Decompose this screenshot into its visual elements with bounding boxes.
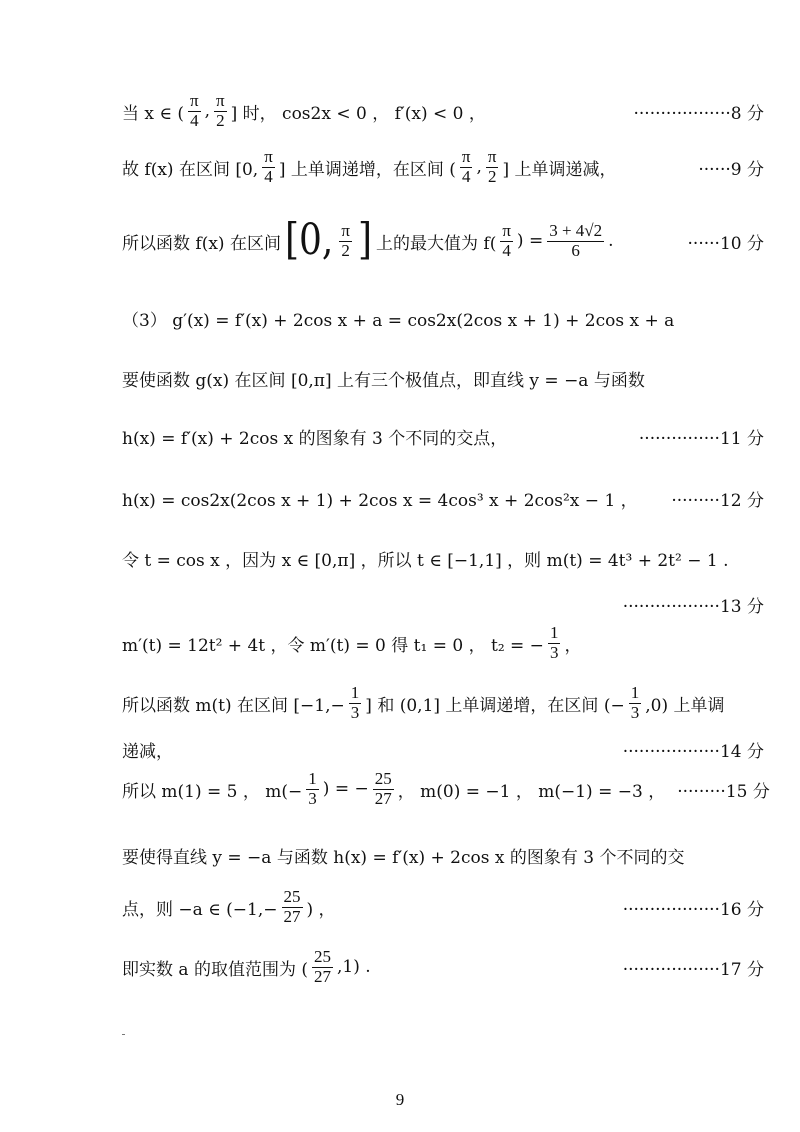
text-segment: 即实数 a 的取值范围为 ( (122, 959, 308, 980)
text-segment: 要使得直线 y = −a 与函数 h(x) = f′(x) + 2cos x 的图象有 3 个不同的交 (122, 848, 685, 868)
text-segment: 点，则 −a ∈ (−1,− (122, 899, 278, 920)
fraction: $\frac{\pi}{2}$ (341, 221, 350, 260)
line-8 (122, 92, 764, 130)
text-segment: ] 上单调递增，在区间 ( (278, 159, 456, 180)
stray-mark (122, 1034, 125, 1035)
fraction: $\frac{1}{3}$ (308, 769, 317, 808)
text-segment: ) ， (306, 899, 336, 920)
text-segment: 递减， (122, 742, 173, 762)
fraction: $\frac{1}{3}$ (630, 683, 640, 722)
score-label: ··················13 分 (622, 597, 764, 617)
text-segment: ) = (516, 231, 544, 252)
text-segment: ] 时， cos2x < 0 ， f′(x) < 0 ， (230, 103, 486, 124)
text-segment: m′(t) = 12t² + 4t ，令 m′(t) = 0 得 t₁ = 0 ， t₂ = − (122, 635, 544, 656)
score-label: ·········12 分 (671, 491, 764, 511)
fraction: $\frac{25}{27}$ (313, 947, 331, 986)
fraction: $\frac{\pi}{2}$ (487, 147, 497, 186)
line-16 (122, 888, 764, 926)
score-label: ··················8 分 (633, 103, 764, 124)
line-derivative-m (122, 624, 764, 662)
score-label: ··················16 分 (622, 899, 764, 920)
text-segment: h(x) = cos2x(2cos x + 1) + 2cos x = 4cos³ x + 2cos²x − 1 ， (122, 491, 638, 511)
line-substitution (122, 546, 764, 571)
score-label: ··················17 分 (622, 959, 764, 980)
line-13 (122, 592, 764, 617)
score-label: ·········15 分 (677, 781, 770, 802)
text-segment: 故 f(x) 在区间 [0, (122, 159, 259, 180)
fraction: $\frac{3 + 4√2}{6}$ (549, 221, 603, 260)
text-segment: ] 上单调递减， (502, 159, 617, 180)
text-segment: 当 x ∈ ( (122, 103, 185, 124)
text-segment: 所以函数 m(t) 在区间 [−1,− (122, 695, 345, 716)
text-segment: ,1) . (336, 957, 371, 978)
score-label: ······9 分 (698, 159, 764, 180)
text-segment: ,0) 上单调 (645, 695, 725, 716)
line-12 (122, 486, 764, 511)
score-label: ··················14 分 (622, 742, 764, 762)
text-segment: , (476, 157, 482, 178)
text-segment: 所以 m(1) = 5 ， m(− (122, 781, 303, 802)
fraction: $\frac{\pi}{4}$ (502, 221, 511, 260)
line-9 (122, 148, 764, 186)
text-segment: 令 t = cos x ，因为 x ∈ [0,π] ，所以 t ∈ [−1,1] ，则 m(t) = 4t³ + 2t² − 1 . (122, 551, 729, 571)
fraction: $\frac{\pi}{4}$ (264, 147, 273, 186)
line-11 (122, 424, 764, 449)
line-intersect (122, 843, 764, 868)
text-segment: ， (564, 635, 582, 656)
score-label: ······10 分 (687, 233, 764, 254)
score-label: ···············11 分 (638, 429, 764, 449)
fraction: $\frac{1}{3}$ (350, 683, 360, 722)
text-segment: ) = − (322, 779, 369, 800)
line-extreme-points (122, 366, 764, 391)
fraction: $\frac{25}{27}$ (374, 769, 392, 808)
text-segment: . (608, 231, 614, 252)
line-17 (122, 948, 764, 986)
fraction: $\frac{25}{27}$ (283, 887, 301, 926)
line-15 (122, 769, 770, 808)
text-segment: 要使函数 g(x) 在区间 [0,π] 上有三个极值点，即直线 y = −a 与函数 (122, 371, 645, 391)
page-number: 9 (395, 1090, 405, 1109)
bracket-open: [0, (284, 215, 334, 266)
fraction: $\frac{1}{3}$ (549, 623, 559, 662)
text-segment: （3） g′(x) = f′(x) + 2cos x + a = cos2x(2cos x + 1) + 2cos x + a (122, 311, 675, 331)
text-segment: h(x) = f′(x) + 2cos x 的图象有 3 个不同的交点， (122, 429, 508, 449)
fraction: $\frac{\pi}{2}$ (216, 91, 225, 130)
fraction: $\frac{\pi}{4}$ (461, 147, 471, 186)
line-monotonic (122, 684, 764, 722)
line-part3 (122, 306, 764, 331)
text-segment: 所以函数 f(x) 在区间 (122, 233, 281, 254)
line-14 (122, 737, 764, 762)
fraction: $\frac{\pi}{4}$ (190, 91, 199, 130)
bracket-close: ] (357, 215, 372, 266)
text-segment: 上的最大值为 f( (376, 233, 497, 254)
text-segment: ] 和 (0,1] 上单调递增，在区间 (− (365, 695, 625, 716)
text-segment: , (204, 101, 211, 122)
line-10 (122, 215, 764, 266)
text-segment: ， m(0) = −1 ， m(−1) = −3 ， (397, 781, 666, 802)
